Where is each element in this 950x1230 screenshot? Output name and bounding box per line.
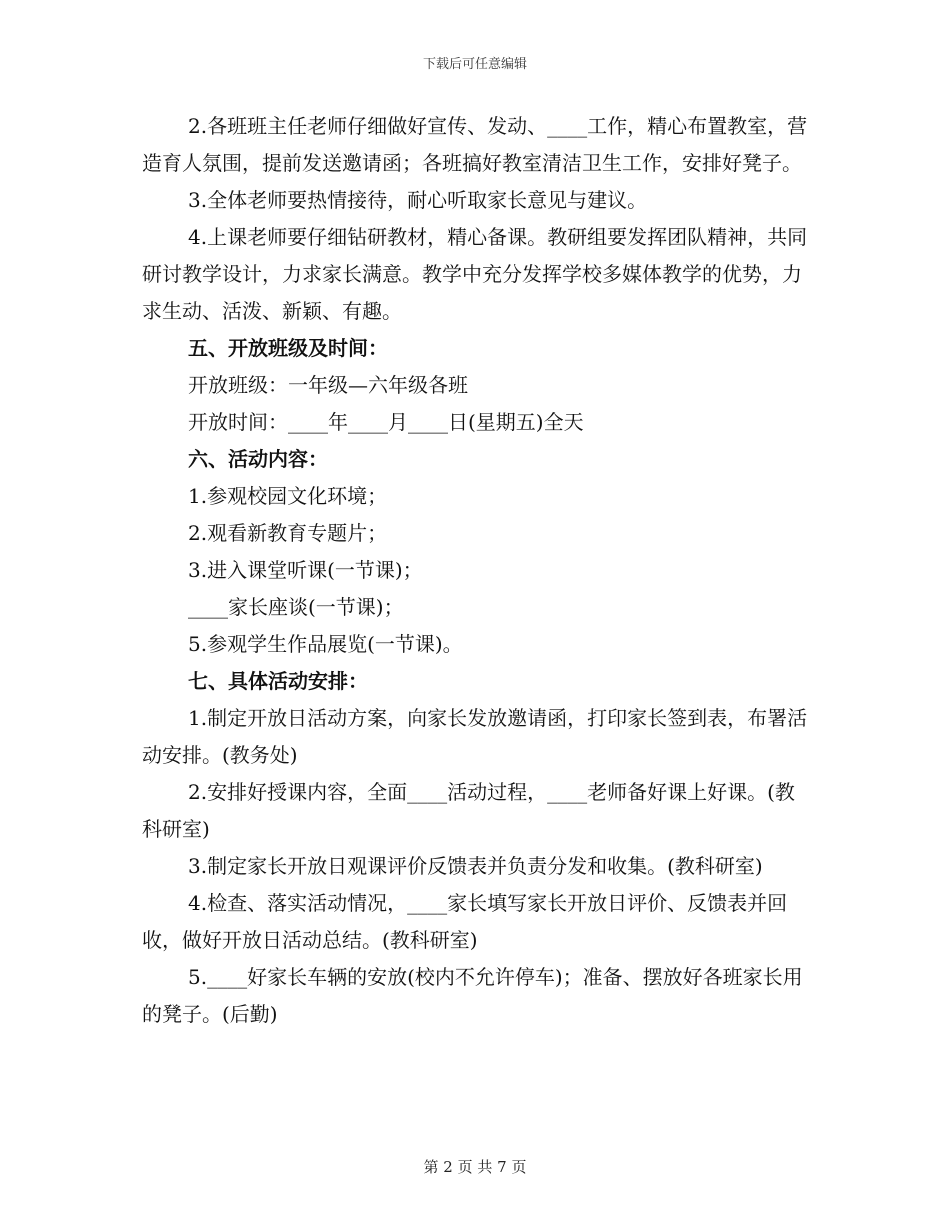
- activity-item-5: 5.参观学生作品展览(一节课)。: [188, 632, 463, 656]
- section-heading-7: 七、具体活动安排：: [188, 669, 368, 693]
- arrangement-item-2: 2.安排好授课内容，全面____活动过程，____老师备好课上好课。(教科研室): [142, 780, 795, 841]
- arrangement-item-4: 4.检查、落实活动情况，____家长填写家长开放日评价、反馈表并回收，做好开放日活动总结。(教科研室): [142, 891, 788, 952]
- arrangement-item-1: 1.制定开放日活动方案，向家长发放邀请函，打印家长签到表，布署活动安排。(教务处): [142, 706, 808, 767]
- section-heading-6: 六、活动内容：: [188, 447, 328, 471]
- page-footer: 第 2 页 共 7 页: [423, 1158, 527, 1176]
- activity-item-4: ____家长座谈(一节课)；: [188, 595, 404, 619]
- activity-item-1: 1.参观校园文化环境；: [188, 484, 388, 508]
- open-time-line: 开放时间：____年____月____日(星期五)全天: [188, 410, 584, 434]
- section-heading-5: 五、开放班级及时间：: [188, 336, 388, 360]
- arrangement-item-3: 3.制定家长开放日观课评价反馈表并负责分发和收集。(教科研室): [188, 854, 763, 878]
- activity-item-2: 2.观看新教育专题片；: [188, 521, 388, 545]
- paragraph-item-4: 4.上课老师要仔细钻研教材，精心备课。教研组要发挥团队精神，共同研讨教学设计，力求家长满意。教学中充分发挥学校多媒体教学的优势，力求生动、活泼、新颖、有趣。: [142, 225, 808, 323]
- arrangement-item-5: 5.____好家长车辆的安放(校内不允许停车)；准备、摆放好各班家长用的凳子。(后勤): [142, 965, 803, 1026]
- paragraph-item-3: 3.全体老师要热情接待，耐心听取家长意见与建议。: [188, 188, 648, 212]
- open-classes-line: 开放班级：一年级—六年级各班: [188, 373, 468, 397]
- document-body: [142, 108, 810, 1033]
- page-header: 下载后可任意编辑: [422, 57, 527, 72]
- activity-item-3: 3.进入课堂听课(一节课)；: [188, 558, 423, 582]
- paragraph-item-2: 2.各班班主任老师仔细做好宣传、发动、____工作，精心布置教室，营造育人氛围，提前发送邀请函；各班搞好教室清洁卫生工作，安排好凳子。: [142, 114, 808, 175]
